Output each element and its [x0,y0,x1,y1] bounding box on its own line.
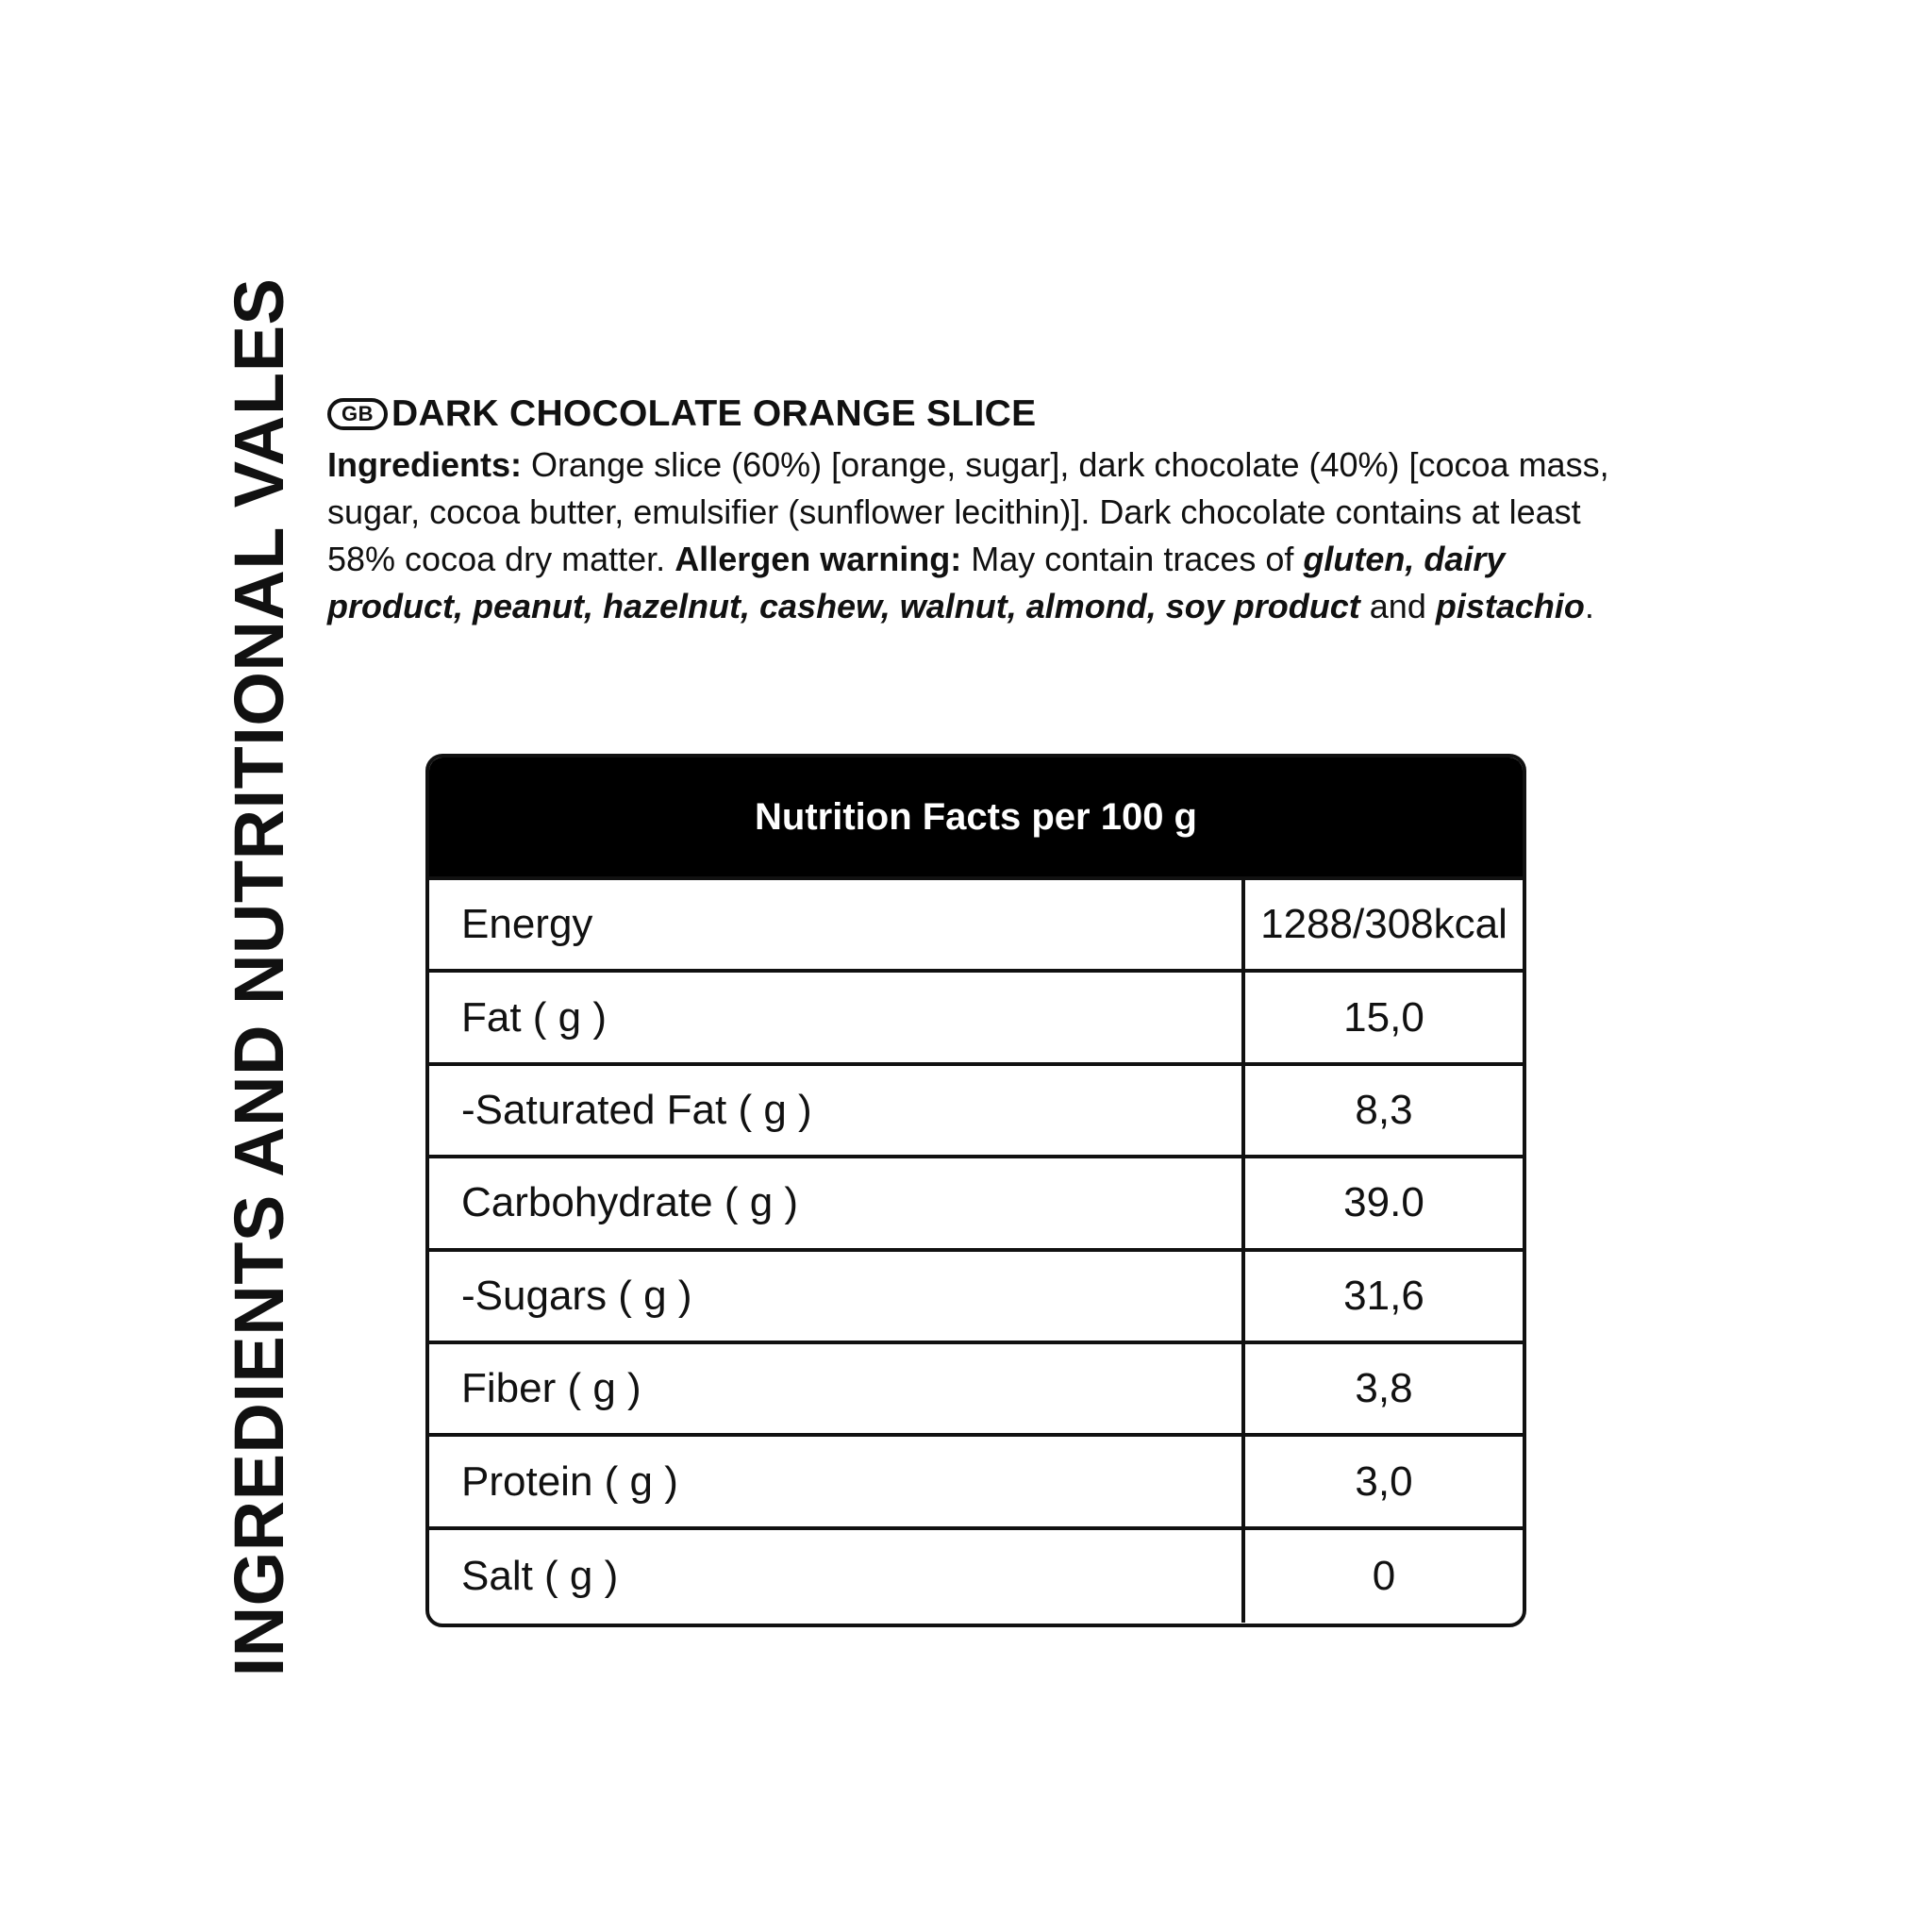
side-title-container [220,232,298,1723]
table-row [429,1252,1523,1344]
country-badge: GB [327,398,388,430]
nutrition-table-header: Nutrition Facts per 100 g [429,758,1523,880]
table-row [429,1158,1523,1251]
nutrient-value: 39.0 [1343,1179,1424,1226]
allergen-and: and [1369,587,1426,625]
nutrient-name: Carbohydrate ( g ) [429,1158,1245,1247]
allergen-list: gluten, dairy product, peanut, hazelnut, cashew, walnut, almond, soy product [327,540,1506,625]
ingredients-label: Ingredients: [327,445,523,484]
table-row [429,1530,1523,1623]
nutrition-table [425,754,1526,1627]
nutrient-value: 8,3 [1355,1086,1413,1133]
table-row [429,1344,1523,1437]
allergen-last: pistachio [1435,587,1585,625]
nutrient-name: Fiber ( g ) [429,1344,1245,1433]
nutrient-value: 1288/308kcal [1260,901,1507,948]
nutrient-name: Salt ( g ) [429,1530,1245,1623]
nutrient-value: 3,0 [1355,1457,1413,1505]
ingredients-text: Orange slice (60%) [orange, sugar], dark chocolate (40%) [cocoa mass, sugar, cocoa butter, emulsifier (sunflower lecithin)]. Dark chocolate contains at least 58% cocoa dry matter. [327,445,1609,578]
nutrient-name: -Sugars ( g ) [429,1252,1245,1341]
nutrient-name: Protein ( g ) [429,1437,1245,1525]
allergen-label: Allergen warning: [675,540,962,578]
allergen-intro: May contain traces of [971,540,1294,578]
nutrient-name: Fat ( g ) [429,973,1245,1061]
allergen-end: . [1584,587,1594,625]
nutrient-value: 3,8 [1355,1365,1413,1412]
table-row [429,1066,1523,1158]
ingredients-paragraph [327,441,1639,630]
table-row [429,1437,1523,1529]
side-title: INGREDIENTS AND NUTRITIONAL VALES [220,277,298,1677]
product-heading [327,391,1629,438]
product-info [327,391,1629,630]
nutrient-value: 15,0 [1343,993,1424,1041]
product-name: DARK CHOCOLATE ORANGE SLICE [391,393,1037,434]
table-row [429,973,1523,1065]
nutrient-name: Energy [429,880,1245,969]
nutrient-value: 0 [1372,1552,1396,1599]
nutrient-value: 31,6 [1343,1272,1424,1319]
nutrient-name: -Saturated Fat ( g ) [429,1066,1245,1155]
table-row [429,880,1523,973]
